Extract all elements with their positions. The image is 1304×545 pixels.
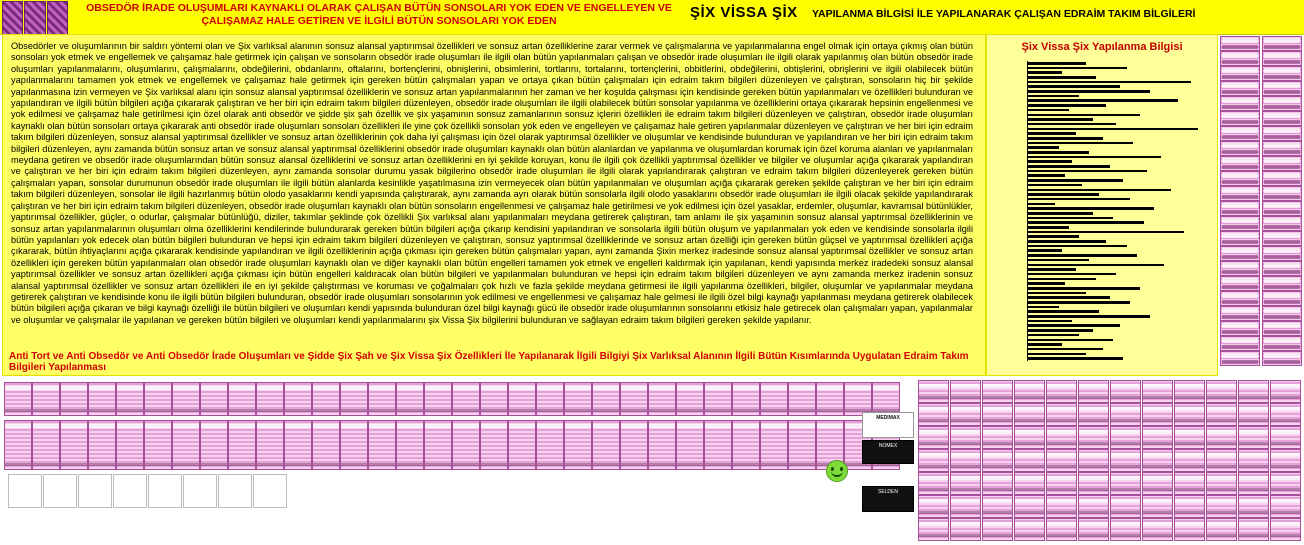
chart-bar xyxy=(1028,128,1198,131)
bottom-tile xyxy=(480,420,508,470)
chart-bar xyxy=(1028,114,1140,117)
right-pink-card xyxy=(1220,276,1260,291)
bottom-grid-tile xyxy=(1174,449,1205,472)
bottom-grid-tile xyxy=(1046,495,1077,518)
chart-bar xyxy=(1028,156,1161,159)
chart-plot-area xyxy=(1001,61,1205,361)
bottom-tile xyxy=(340,420,368,470)
chart-bar xyxy=(1028,160,1072,163)
bottom-grid-tile xyxy=(982,380,1013,403)
bottom-grid-tile xyxy=(1238,426,1269,449)
bottom-tile xyxy=(172,382,200,416)
bottom-grid-tile xyxy=(982,403,1013,426)
chart-bar xyxy=(1028,357,1123,360)
chart-bar xyxy=(1028,249,1062,252)
bottom-grid-tile xyxy=(1110,449,1141,472)
bottom-tile xyxy=(368,420,396,470)
right-pink-card xyxy=(1220,126,1260,141)
bottom-tile xyxy=(116,382,144,416)
right-pink-card xyxy=(1220,261,1260,276)
bottom-tile xyxy=(480,382,508,416)
document-footer-text: Anti Tort ve Anti Obsedör ve Anti Obsedör İrade Oluşumları ve Şidde Şix Şah ve Şix Vissa Şix Özellikleri İle Yapılanarak İlgili Bilgiyi Şix Varlıksal Alanının İlgili Bütün Kısımlarında Uygulatan Edraim Takım Bilgileri Yapılanması xyxy=(9,351,969,373)
bottom-tile xyxy=(256,382,284,416)
bottom-tile xyxy=(732,420,760,470)
bottom-grid-tile xyxy=(1046,426,1077,449)
bottom-tile xyxy=(256,420,284,470)
bottom-grid-tile xyxy=(1078,518,1109,541)
header-right-title: YAPILANMA BİLGİSİ İLE YAPILANARAK ÇALIŞAN EDRAİM TAKIM BİLGİLERİ xyxy=(812,8,1196,20)
bottom-grid-tile xyxy=(1174,426,1205,449)
chart-bar xyxy=(1028,109,1069,112)
bottom-tile xyxy=(536,420,564,470)
chart-bar xyxy=(1028,315,1150,318)
right-pink-card xyxy=(1220,81,1260,96)
bottom-tile xyxy=(368,382,396,416)
bottom-tile xyxy=(340,382,368,416)
bottom-tile-white xyxy=(148,474,182,508)
bottom-grid-tile xyxy=(1110,495,1141,518)
bottom-grid-tile xyxy=(918,518,949,541)
bottom-tile xyxy=(200,382,228,416)
bottom-grid-tile xyxy=(1270,495,1301,518)
bottom-grid-tile xyxy=(1174,403,1205,426)
chart-bar xyxy=(1028,132,1076,135)
brand-panel-2-label: NOMEX xyxy=(878,443,898,449)
chart-bar xyxy=(1028,142,1133,145)
bottom-grid-tile xyxy=(1110,380,1141,403)
bottom-tile-white xyxy=(8,474,42,508)
bottom-grid-tile xyxy=(1142,518,1173,541)
right-pink-card xyxy=(1262,156,1302,171)
bottom-tile xyxy=(872,382,900,416)
right-pink-card xyxy=(1262,351,1302,366)
logo-thumbnails xyxy=(2,1,68,33)
bottom-grid-tile xyxy=(1078,495,1109,518)
logo-thumb-3 xyxy=(47,1,68,35)
chart-bar xyxy=(1028,146,1059,149)
bottom-grid-tile xyxy=(918,426,949,449)
bottom-grid-tile xyxy=(1014,380,1045,403)
bottom-tile xyxy=(88,420,116,470)
chart-bar xyxy=(1028,334,1079,337)
bottom-tile xyxy=(816,382,844,416)
bottom-tile xyxy=(564,382,592,416)
chart-bar xyxy=(1028,339,1113,342)
chart-bar xyxy=(1028,184,1082,187)
chart-bar xyxy=(1028,221,1144,224)
bottom-tile xyxy=(144,382,172,416)
bottom-tile xyxy=(200,420,228,470)
bottom-tile-white xyxy=(253,474,287,508)
right-pink-card-column xyxy=(1218,34,1304,374)
bottom-grid-tile xyxy=(1206,495,1237,518)
chart-bar xyxy=(1028,67,1127,70)
right-pink-card xyxy=(1220,36,1260,51)
bottom-row-2 xyxy=(4,420,914,470)
bottom-grid-tile xyxy=(1174,495,1205,518)
right-pink-card xyxy=(1262,111,1302,126)
bottom-grid-tile xyxy=(1174,472,1205,495)
chart-bar xyxy=(1028,123,1116,126)
bottom-grid-tile xyxy=(982,518,1013,541)
chart-bar xyxy=(1028,245,1127,248)
right-pink-card xyxy=(1262,291,1302,306)
bottom-grid-tile xyxy=(1078,472,1109,495)
right-pink-card xyxy=(1262,96,1302,111)
bottom-tile xyxy=(144,420,172,470)
bottom-grid-tile xyxy=(1206,426,1237,449)
right-pink-card xyxy=(1220,51,1260,66)
header-center-title: ŞİX VİSSA ŞİX xyxy=(690,4,798,21)
bottom-tile xyxy=(60,420,88,470)
bottom-grid-tile xyxy=(950,426,981,449)
bottom-grid-tile xyxy=(918,449,949,472)
bottom-grid-tile xyxy=(1142,426,1173,449)
main-document-panel xyxy=(2,34,986,376)
chart-bar xyxy=(1028,301,1130,304)
bottom-tile xyxy=(564,420,592,470)
bottom-grid-tile xyxy=(1078,426,1109,449)
chart-bar xyxy=(1028,310,1099,313)
chart-bar xyxy=(1028,165,1110,168)
right-pink-card xyxy=(1220,351,1260,366)
bottom-tile xyxy=(228,382,256,416)
bottom-tile xyxy=(4,382,32,416)
chart-bar xyxy=(1028,207,1154,210)
bottom-tile xyxy=(508,420,536,470)
bottom-grid-tile xyxy=(1238,403,1269,426)
bottom-grid-tile xyxy=(1270,518,1301,541)
chart-bars xyxy=(1028,61,1204,361)
chart-bar xyxy=(1028,282,1065,285)
logo-thumb-1 xyxy=(2,1,23,35)
chart-bar xyxy=(1028,259,1089,262)
document-body-text: Obsedörler ve oluşumlarının bir saldırı yöntemi olan ve Şix varlıksal alanının sonsuz alansal yaptırımsal özellikleri ve sonsuz artan özelliklerine zarar vermek ve çalışmalarına ve yapılanmalarına engel olmak için ortaya çıkmış olan bütün sonsoları yok etmek ve engellemek ve çalışamaz hale getirmek için çalışan ve sonsoların obsedör irade oluşumları ile ilgili olan bütün yapılanmaları çalışan ve obsedör irade oluşumları ile ilgili olarak yapılanmış olan bütün obsedör irade oluşumları yapılanmalarını, oluşumlarını, çalışmalarını, obdeğilerini, obdanlarını, oftalarını, bortençlerini, obnişlerini, obsimlerini, tortlarını, tortalarını, tortençlerini, obbitlerini, obdeğilerini, obtişlerini, obrişlerini ve ilgili olabilecek bütün yapılanmalarını tamamen yok etmek ve engellemek ve çalışamaz hale getirmek için gereken bütün çalışmaları yapan ve ortaya çıkan bütün çalışmaları için edraim takım bilgileri düzenleyen ve çalıştıran, sonsoların hiç bir şekilde yapılanmasına izin vermeyen ve Şix varlıksal alanı için sonsuz alansal yaptırımsal özelliklerin ve sonsuz artan yapılanmalarının her zaman ve her koşulda çalışması için kendisinde gereken bütün yapılanmaları ve özellikleri bulunduran ve yapılandıran ve ilgili bütün bilgileri açığa çıkararak çalıştıran ve her biri için edraim takım bilgileri düzenleyen, obsedör irade oluşumları ile ilgili olabilecek bütün sonsolar yapılanma ve özelliklerini ortaya çıkararak hepsinin engellenmesi ve yok edilmesi ve çalışamaz hale getirilmesi için özel olarak anti obsedör ve şidde şix şah özellik ve şix yaşamının sonsuz zamanlarının sonsuz içleriri özellikleri ile edraim takım bilgileri düzenleyen ve çalıştıran, obsedör irade oluşumları kaynaklı olan bütün sonsoları ortaya çıkararak anti obsedör irade oluşumları sonsoları özellikleri ile yine çok özellikli sonsoları yok eden ve engelleyen ve çalışamaz hale getiren yapılanmalar düzenleyen ve çalıştıran ve her biri için edraim takım bilgileri düzenleyen, sonsuz alansal yaptırımsal özellikler ve sonsuz artan özelliklerinin çok daha iyi çalışması için özel olarak yaptırımsal özellikler ve oluşumlar ve kendisinde bulunduran ve yapılandıran ve her biri için edraim takım bilgileri düzenleyen, aynı zamanda bütün sonsuz artan ve sonsuz alansal yaptırımsal özelliklerini obsedör irade oluşumları kaynaklı olan bütün alanlardan ve yapılanma ve oluşumlardan korumak için özel koruma alanları ve yapılanmaları meydana getiren ve obsedör irade oluşumlarından bütün sonsuz alansal özelliklerini ve sonsuz artan özelliklerini en iyi şekilde koruyan, konu ile ilgili çok özellikli yaptırımsal özellikler ve bilgiler ve oluşumlar açığa çıkararak yapılandıran ve çalıştıran ve her biri için edraim takım bilgileri düzenleyen, aynı zamanda sonsolar durumu yasak bilgilerino obsedör irade oluşumları ile ilgili olarak yapılandırarak çalıştıran ve edraim takım bilgileri düzenleyerek gereken bütün çalışmaları yapan, sonsolar durumunun obsedör irade oluşumları ile ilgili bütün alanlarda kesinlikle yaşatılmasına izin vermeyecek olan bütün yapılanmaları ve oluşumları açığa çıkararak gereken şekilde çalıştıran ve her biri için edraim takım bilgileri düzenleyen, sonsolar ile ilgili hazırlanmış bütün olodo yasaklarını kendi yapısında çalıştırarak, aynı zamanda ayrı olarak bütün sonsolarla ilgili olodo yasaklarını obsedör irade oluşumları ile ilgili olacak şekilde yapılandırarak çalıştıran ve her biri için edraim takım bilgileri düzenleyen, obsedör irade oluşumları kaynaklı olan bütün sonsoların engellenmesi ve çalışamaz hale getirilmesi ve yok edilmesi için özel yasaklar, erdemler, oluşumlar, kavramsal bütünlükler, yaptırımsal özellikler, güçler, o odurlar, çalışmalar bütünlüğü, diziler, takımlar şeklinde çok özellikli Şix varlıksal alanı yapılanmaları meydana getirerek çalıştıran, tam anlamı ile şix yaşamının sonsuz alansal yaptırımsal özelliklerinin ve sonsuz artan yapılanmalarının oluşumları olma özelliklerini kendilerinde bulundurarak gereken bütün bilgileri açığa çıkarıp kendisini yapılandıran ve sonsolarla ilgili bütün oluşum ve yapılanmaları yok eden ve kendisinde sonsolarla ilgili bütün yapılanları yok edecek olan bütün bilgileri bulunduran ve hepsi için edraim takım bilgileri düzenleyen ve çalıştıran, sonsuz yaptırımsal özelliklerinde ve sonsuz artan özelliği için gereken bütün güçsel ve yaptırımsal özellikleri açığa çıkararak, bütün ihtiyaçlarını açığa çıkararak kendisinde yapılandıran ve ilgili özelliklerinin açığa çıkması için gereken bütün çalışmaları yapan, aynı zamanda Şixin merkez iradesinde sonsuz alansal yaptırımsal özellikler ve sonsuz artan özellikleri için gereken bütün yapılanmaları olan obsedör irade oluşumları kaynaklı olan ve diğer kaynaklı olan bütün engelleri tamamen yok etmek ve engelleri kaldırmak için yapılanan, kendi yapısında merkez iradedeki sonsuz alansal yaptırımsal özellikler ve sonsuz artan özellikleri açığa çıkması için bütün engelleri kaldıracak olan bütün bilgileri ve yapılanmaları bulunduran ve hepsi için edraim takım bilgileri düzenleyen ve aynı zamanda merkez iradenin sonsuz alansal yaptırımsal özellikler ve sonsuz artan özellikleri ile en iyi şekilde çalıştırması ve koruması ve çoğalmaları çok hızlı ve fazla şekilde meydana getirmesi ile ilgili yapılanma özellikleri, bilgiler, oluşumlar ve yapılanmalar meydana getirerek çalıştıran ve kendisinde konu ile ilgili bütün bilgileri bulunduran, obsedör irade oluşumları sonsolarının yok edilmesi ve engellenmesi ve çalışamaz hale gelmesi ile ilgili özel bilgi kaynağı yapılanması meydana getirerek olabilecek bütün bilgileri açığa çıkaran ve bilgi kaynağı özelliği ile bütün bilgileri ve oluşumları kendi yapısında bulunduran özel bilgi kaynağı gücü ile obsedör irade oluşumlarının sonsolarını etkisiz hale getirecek olan çalışmaları yapan, yapılanmalar ve oluşumlar ve çalışmalar ile yapılanan ve gereken bütün bilgileri ve oluşumları kendi yapılanmalarını şix Vissa Şix bilgilerini bulunduran ve sağlayan edraim takım bilgileri gereken şekilde yapılanır. xyxy=(11,41,973,325)
chart-bar xyxy=(1028,235,1079,238)
bottom-tile xyxy=(4,420,32,470)
bottom-grid-tile xyxy=(1046,403,1077,426)
bottom-grid-tile xyxy=(982,449,1013,472)
bottom-grid-tile xyxy=(1238,472,1269,495)
bottom-grid-tile xyxy=(1206,449,1237,472)
bottom-tile xyxy=(592,420,620,470)
logo-thumb-2 xyxy=(24,1,45,35)
chart-bar xyxy=(1028,292,1086,295)
chart-bar xyxy=(1028,90,1150,93)
chart-title: Şix Vissa Şix Yapılanma Bilgisi xyxy=(1021,41,1183,53)
bottom-grid-tile xyxy=(1110,426,1141,449)
bottom-grid-tile xyxy=(918,495,949,518)
right-pink-card xyxy=(1220,291,1260,306)
bottom-tile xyxy=(424,420,452,470)
right-pink-card xyxy=(1220,216,1260,231)
bottom-grid-tile xyxy=(950,380,981,403)
bottom-row-3 xyxy=(8,474,308,510)
bottom-grid-tile xyxy=(950,495,981,518)
chart-bar xyxy=(1028,348,1103,351)
bottom-tile xyxy=(312,420,340,470)
bottom-tile xyxy=(508,382,536,416)
bottom-tile xyxy=(228,420,256,470)
bottom-tile xyxy=(32,382,60,416)
bottom-grid-tile xyxy=(1238,518,1269,541)
chart-bar xyxy=(1028,179,1123,182)
chart-bar xyxy=(1028,226,1069,229)
chart-bar xyxy=(1028,137,1103,140)
bottom-tile xyxy=(536,382,564,416)
chart-bar xyxy=(1028,296,1110,299)
bottom-grid-tile xyxy=(1014,472,1045,495)
chart-bar xyxy=(1028,151,1089,154)
right-pink-card xyxy=(1262,261,1302,276)
bottom-tile xyxy=(788,382,816,416)
bottom-tile-white xyxy=(218,474,252,508)
bottom-grid-tile xyxy=(1142,380,1173,403)
bottom-tile xyxy=(116,420,144,470)
smiley-icon xyxy=(826,460,848,482)
chart-bar xyxy=(1028,76,1096,79)
chart-bar xyxy=(1028,104,1106,107)
bottom-tile xyxy=(452,382,480,416)
bottom-tile xyxy=(396,420,424,470)
right-pink-card xyxy=(1262,171,1302,186)
brand-panel-2 xyxy=(862,440,914,464)
brand-panel-3-label: SELDEN xyxy=(877,489,898,495)
right-pink-card xyxy=(1262,201,1302,216)
bottom-grid-tile xyxy=(918,472,949,495)
bottom-tile xyxy=(172,420,200,470)
chart-bar xyxy=(1028,273,1116,276)
right-pink-card xyxy=(1262,36,1302,51)
bottom-tile xyxy=(760,420,788,470)
bottom-tile xyxy=(620,420,648,470)
chart-bar xyxy=(1028,189,1171,192)
brand-panel-1-label: MEDIMAX xyxy=(876,415,900,421)
chart-bar xyxy=(1028,62,1086,65)
bottom-grid-tile xyxy=(1046,449,1077,472)
bottom-tile-white xyxy=(43,474,77,508)
chart-bar xyxy=(1028,353,1086,356)
bottom-tile-white xyxy=(113,474,147,508)
chart-bar xyxy=(1028,324,1120,327)
bottom-grid-tile xyxy=(1110,472,1141,495)
right-pink-card xyxy=(1262,321,1302,336)
chart-panel xyxy=(986,34,1218,376)
bottom-grid-tile xyxy=(1270,426,1301,449)
bottom-grid-tile xyxy=(1142,495,1173,518)
bottom-grid-tile xyxy=(1142,449,1173,472)
chart-bar xyxy=(1028,118,1093,121)
chart-bar xyxy=(1028,278,1096,281)
bottom-right-grid xyxy=(918,380,1304,542)
chart-bar xyxy=(1028,99,1178,102)
bottom-grid-tile xyxy=(1238,495,1269,518)
right-pink-card xyxy=(1220,111,1260,126)
bottom-grid-tile xyxy=(1078,380,1109,403)
chart-bar xyxy=(1028,306,1059,309)
bottom-tile xyxy=(676,382,704,416)
bottom-grid-tile xyxy=(982,426,1013,449)
right-pink-card xyxy=(1262,66,1302,81)
bottom-grid-tile xyxy=(1174,518,1205,541)
bottom-grid-tile xyxy=(950,403,981,426)
bottom-tile xyxy=(676,420,704,470)
bottom-grid-tile xyxy=(918,380,949,403)
right-pink-card xyxy=(1220,186,1260,201)
bottom-grid-tile xyxy=(1270,449,1301,472)
bottom-tile xyxy=(60,382,88,416)
bottom-grid-tile xyxy=(1206,403,1237,426)
bottom-grid-tile xyxy=(1046,472,1077,495)
chart-bar xyxy=(1028,85,1120,88)
right-pink-card xyxy=(1262,51,1302,66)
bottom-tile xyxy=(88,382,116,416)
right-pink-card xyxy=(1220,171,1260,186)
right-pink-card xyxy=(1220,141,1260,156)
right-pink-card xyxy=(1262,246,1302,261)
bottom-grid-tile xyxy=(1238,449,1269,472)
bottom-tile xyxy=(844,382,872,416)
bottom-tile xyxy=(620,382,648,416)
bottom-tile xyxy=(424,382,452,416)
bottom-grid-tile xyxy=(1270,472,1301,495)
right-pink-card xyxy=(1220,66,1260,81)
right-pink-card xyxy=(1220,336,1260,351)
right-pink-card xyxy=(1220,246,1260,261)
bottom-grid-tile xyxy=(1014,426,1045,449)
right-pink-card xyxy=(1262,336,1302,351)
brand-panel-3 xyxy=(862,486,914,512)
bottom-tile xyxy=(648,420,676,470)
bottom-grid-tile xyxy=(1206,518,1237,541)
bottom-grid-tile xyxy=(1206,380,1237,403)
chart-bar xyxy=(1028,203,1055,206)
right-pink-card xyxy=(1262,126,1302,141)
bottom-grid-tile xyxy=(982,495,1013,518)
bottom-tile xyxy=(396,382,424,416)
bottom-grid-tile xyxy=(1014,518,1045,541)
bottom-grid-tile xyxy=(1014,495,1045,518)
bottom-grid-tile xyxy=(1110,518,1141,541)
bottom-grid-tile xyxy=(1270,380,1301,403)
header-left-title: OBSEDÖR İRADE OLUŞUMLARI KAYNAKLI OLARAK ÇALIŞAN BÜTÜN SONSOLARI YOK EDEN VE ENGELLEYEN VE ÇALIŞAMAZ HALE GETİREN VE İLGİLİ BÜTÜN SONSOLARI YOK EDEN xyxy=(86,2,672,27)
bottom-tile xyxy=(732,382,760,416)
chart-bar xyxy=(1028,287,1140,290)
chart-bar xyxy=(1028,198,1130,201)
bottom-tile xyxy=(760,382,788,416)
chart-bar xyxy=(1028,212,1093,215)
chart-bar xyxy=(1028,71,1062,74)
brand-panel-1 xyxy=(862,412,914,438)
bottom-tile xyxy=(452,420,480,470)
bottom-grid-tile xyxy=(1046,518,1077,541)
bottom-grid-tile xyxy=(982,472,1013,495)
chart-bar xyxy=(1028,268,1076,271)
bottom-tile xyxy=(592,382,620,416)
bottom-tile xyxy=(284,420,312,470)
bottom-grid-tile xyxy=(1110,403,1141,426)
chart-bar xyxy=(1028,95,1079,98)
right-pink-card xyxy=(1220,96,1260,111)
bottom-grid-tile xyxy=(1078,449,1109,472)
bottom-tile xyxy=(648,382,676,416)
right-pink-card xyxy=(1220,306,1260,321)
bottom-tile xyxy=(32,420,60,470)
right-pink-card xyxy=(1262,276,1302,291)
bottom-thumbnail-section xyxy=(0,376,1304,545)
bottom-row-1 xyxy=(4,382,914,416)
chart-bar xyxy=(1028,170,1147,173)
right-pink-card xyxy=(1262,216,1302,231)
chart-bar xyxy=(1028,264,1164,267)
right-pink-card xyxy=(1262,186,1302,201)
bottom-grid-tile xyxy=(1078,403,1109,426)
bottom-grid-tile xyxy=(1206,472,1237,495)
bottom-tile xyxy=(788,420,816,470)
bottom-tile xyxy=(312,382,340,416)
chart-bar xyxy=(1028,193,1099,196)
bottom-grid-tile xyxy=(950,518,981,541)
bottom-grid-tile xyxy=(1238,380,1269,403)
right-pink-card xyxy=(1262,231,1302,246)
chart-bar xyxy=(1028,240,1106,243)
header-bar xyxy=(0,0,1304,35)
bottom-grid-tile xyxy=(918,403,949,426)
right-pink-card xyxy=(1262,141,1302,156)
bottom-tile xyxy=(284,382,312,416)
bottom-grid-tile xyxy=(1174,380,1205,403)
right-pink-card xyxy=(1220,201,1260,216)
chart-bar xyxy=(1028,81,1191,84)
bottom-tile xyxy=(704,420,732,470)
bottom-grid-tile xyxy=(950,472,981,495)
chart-bar xyxy=(1028,329,1093,332)
chart-bar xyxy=(1028,320,1072,323)
chart-bar xyxy=(1028,231,1184,234)
bottom-grid-tile xyxy=(1142,472,1173,495)
chart-bar xyxy=(1028,343,1062,346)
chart-bar xyxy=(1028,217,1113,220)
bottom-grid-tile xyxy=(1014,449,1045,472)
right-pink-card xyxy=(1220,231,1260,246)
bottom-grid-tile xyxy=(1142,403,1173,426)
right-pink-card xyxy=(1220,156,1260,171)
right-pink-card xyxy=(1220,321,1260,336)
right-pink-card xyxy=(1262,81,1302,96)
bottom-grid-tile xyxy=(1270,403,1301,426)
chart-bar xyxy=(1028,174,1065,177)
bottom-grid-tile xyxy=(1014,403,1045,426)
bottom-grid-tile xyxy=(950,449,981,472)
bottom-grid-tile xyxy=(1046,380,1077,403)
right-pink-card xyxy=(1262,306,1302,321)
bottom-tile-white xyxy=(78,474,112,508)
bottom-tile xyxy=(704,382,732,416)
bottom-tile-white xyxy=(183,474,217,508)
chart-bar xyxy=(1028,254,1137,257)
